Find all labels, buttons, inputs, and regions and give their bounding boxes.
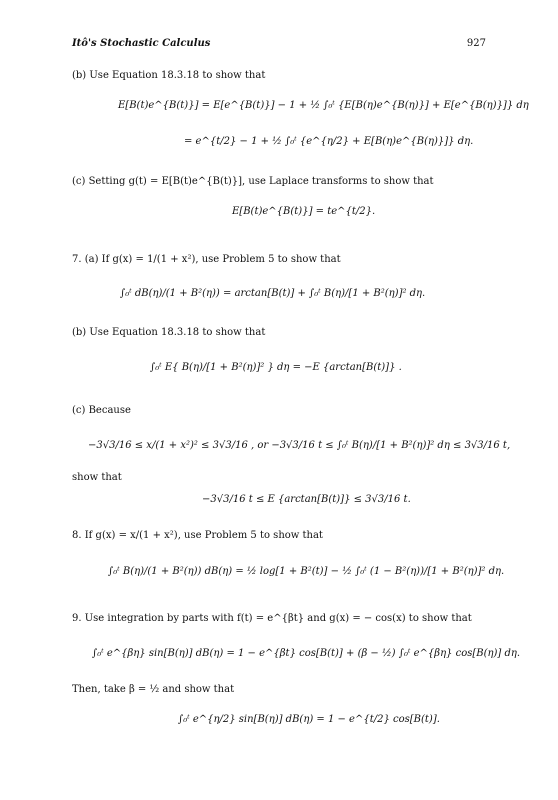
- equation-1a: E[B(t)e^{B(t)}] = E[e^{B(t)}] − 1 + ½ ∫₀ᵗ {E[B(η)e^{B(η)}] + E[e^{B(η)}]} dη: [118, 100, 529, 111]
- page-number: 927: [466, 38, 486, 49]
- equation-9: ∫₀ᵗ e^{η/2} sin[B(η)] dB(η) = 1 − e^{t/2} cos[B(t)].: [178, 714, 440, 725]
- text-line: 7. (a) If g(x) = 1/(1 + x²), use Problem 5 to show that: [72, 254, 341, 265]
- text-line: Then, take β = ½ and show that: [72, 684, 235, 695]
- equation-5: −3√3/16 ≤ x/(1 + x²)² ≤ 3√3/16 , or −3√3/16 t ≤ ∫₀ᵗ B(η)/[1 + B²(η)]² dη ≤ 3√3/16 t,: [88, 440, 511, 451]
- text-line: 8. If g(x) = x/(1 + x²), use Problem 5 to show that: [72, 530, 323, 541]
- text-line: show that: [72, 472, 122, 483]
- text-line: (b) Use Equation 18.3.18 to show that: [72, 327, 266, 338]
- text-line: (c) Because: [72, 405, 131, 416]
- running-title: Itô's Stochastic Calculus: [72, 38, 211, 49]
- equation-8: ∫₀ᵗ e^{βη} sin[B(η)] dB(η) = 1 − e^{βt} cos[B(t)] + (β − ½) ∫₀ᵗ e^{βη} cos[B(η)] dη.: [92, 648, 521, 659]
- text-line: 9. Use integration by parts with f(t) = e^{βt} and g(x) = − cos(x) to show that: [72, 613, 472, 624]
- equation-4: ∫₀ᵗ E{ B(η)/[1 + B²(η)]² } dη = −E {arctan[B(t)]} .: [150, 362, 402, 373]
- equation-3: ∫₀ᵗ dB(η)/(1 + B²(η)) = arctan[B(t)] + ∫₀ᵗ B(η)/[1 + B²(η)]² dη.: [120, 288, 426, 299]
- equation-6: −3√3/16 t ≤ E {arctan[B(t)]} ≤ 3√3/16 t.: [202, 494, 411, 505]
- equation-1b: = e^{t/2} − 1 + ½ ∫₀ᵗ {e^{η/2} + E[B(η)e^{B(η)}]} dη.: [184, 136, 474, 147]
- equation-7: ∫₀ᵗ B(η)/(1 + B²(η)) dB(η) = ½ log[1 + B²(t)] − ½ ∫₀ᵗ (1 − B²(η))/[1 + B²(η)]² dη.: [108, 566, 505, 577]
- text-line: (b) Use Equation 18.3.18 to show that: [72, 70, 266, 81]
- text-line: (c) Setting g(t) = E[B(t)e^{B(t)}], use Laplace transforms to show that: [72, 176, 434, 187]
- equation-2: E[B(t)e^{B(t)}] = te^{t/2}.: [232, 206, 376, 217]
